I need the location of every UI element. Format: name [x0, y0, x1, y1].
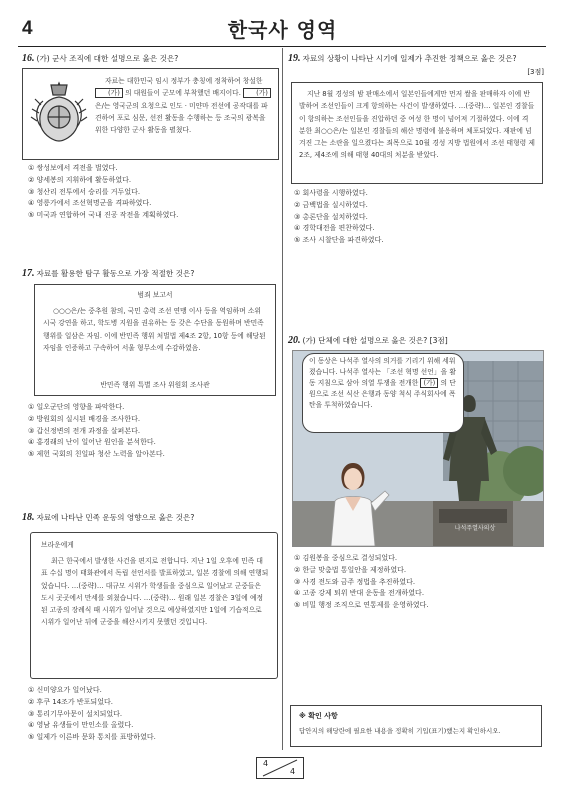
q19-option-3[interactable]: ③ 총론단을 설치하였다. — [294, 212, 368, 221]
q18-option-5[interactable]: ⑤ 일제가 이른바 문화 통치를 표방하였다. — [28, 733, 156, 742]
q16-question-text: (가) 군사 조직에 대한 설명으로 옳은 것은? — [36, 54, 179, 63]
q19-question — [288, 53, 546, 64]
q16-passage: 자료는 대한민국 임시 정부가 충칭에 정착하여 창설한 (가) 의 대원들이 군모에 부착했던 배지이다. (가)은/는 영국군의 요청으로 인도 · 미얀마 전선에 공작대를 파견하여 포로 심문, 선전 활동을 수행하는 등 조국의 광복을 위한 다양한 군사 활동을 펼쳤다. — [95, 75, 271, 136]
q18-passage: 최근 한국에서 발생한 사건을 편지로 전합니다. 지난 1일 오후에 민족 대표 수십 명이 태화관에서 독립 선언서를 발표하였고, 일본 경찰에 의해 연행되었습니다. …(중략)… 대규모 시위가 학생들을 중심으로 일어났고 군중들은 도시 곳곳에서 만세를 외쳤습니다. …(중략)… 원래 일본 경찰은 3일에 예정된 고종의 장례식 때 시위가 일어날 것으로 예상하였지만 1일에 기습적으로 시위가 일어난 뒤에 군중을 해산시키지 못했던 것입니다. — [41, 557, 269, 627]
q17-passage: ○○○은/는 중추원 참의, 국민 총력 조선 연맹 이사 등을 역임하며 소위 시국 강연을 하고, 학도병 지원을 권유하는 등 갖은 수단을 동원하며 반민족 행위를 일삼은 자임. 이에 반민족 행위 처벌법 제4조 2항, 10항 등에 해당된 자임을 인증하고 구속하여 서울 형무소에 수감하였음. — [43, 307, 266, 352]
q20-option-4[interactable]: ④ 고종 강제 퇴위 반대 운동을 전개하였다. — [294, 589, 425, 598]
q18-option-3[interactable]: ③ 통리기무아문이 설치되었다. — [28, 709, 123, 718]
q20-question-text: (가) 단체에 대한 설명으로 옳은 것은? [3점] — [302, 336, 448, 345]
q20-option-2[interactable]: ② 한글 맞춤법 통일안을 제정하였다. — [294, 565, 407, 574]
q16-blank-1: (가) — [95, 88, 123, 98]
page-title: 한국사 영역 — [227, 18, 338, 42]
q19-passage-box — [291, 82, 543, 184]
q19-passage: 지난 8월 경성의 밤 판매소에서 일본인들에게만 먼저 쌀을 판매하자 이에 반발하여 조선인들이 크게 항의하는 사건이 발생하였다. …(중략)… 일본인 경찰들이 항의하는 조선인들을 진압하던 중 여성 한 명이 넘어져 기절하였다. 이에 격분한 최○○은/는 일본인 경찰들의 해산 명령에 불응하며 체포되었다. 재판에 넘겨진 그는 소란을 일으켰다는 죄목으로 10월 경성 지방 법원에서 조선 태형령 제2조, 제4조에 의해 태형 40대의 처분을 받았다. — [299, 90, 535, 160]
q17-option-1[interactable]: ① 일오군단의 영향을 파악한다. — [28, 403, 125, 411]
q18-number: 18. — [22, 512, 35, 523]
q20-speech-bubble — [302, 353, 464, 433]
q20-option-5[interactable]: ⑤ 비밀 행정 조직으로 연통제를 운영하였다. — [294, 601, 429, 610]
q18-letter-box — [30, 532, 278, 679]
q17-option-2[interactable]: ② 방원회의 실시된 배경을 조사한다. — [28, 414, 141, 423]
q17-box-title: 범죄 보고서 — [137, 291, 173, 299]
q20-options — [294, 553, 544, 612]
q16-option-5[interactable]: ⑤ 미국과 연합하여 국내 진공 작전을 계획하였다. — [28, 211, 179, 220]
q19-option-1[interactable]: ① 회사령을 시행하였다. — [294, 189, 368, 197]
q18-option-1[interactable]: ① 신미양요가 일어났다. — [28, 686, 102, 694]
q17-option-4[interactable]: ④ 홍경래의 난이 일어난 원인을 분석한다. — [28, 438, 156, 447]
q16-option-2[interactable]: ② 양세봉의 지휘하에 활동하였다. — [28, 175, 132, 184]
q18-salutation: 브라운에게 — [41, 541, 74, 549]
q17-signature: 반민족 행위 특별 조사 위원회 조사관 — [100, 381, 210, 389]
header-rule — [18, 46, 546, 47]
q18-question-text: 자료에 나타난 민족 운동의 영향으로 옳은 것은? — [36, 513, 195, 522]
page-current: 4 — [263, 759, 269, 768]
q18-options — [28, 685, 278, 744]
q16-question — [22, 53, 280, 64]
q18-option-2[interactable]: ② 후쿠 14조가 반포되었다. — [28, 697, 113, 706]
q19-question-text: 자료의 상황이 나타난 시기에 일제가 추진한 정책으로 옳은 것은? — [302, 54, 517, 63]
q19-options — [294, 188, 544, 247]
q17-question-text: 자료를 활용한 탐구 활동으로 가장 적절한 것은? — [36, 269, 195, 278]
page-number: 4 — [22, 18, 33, 39]
q19-number: 19. — [288, 53, 301, 64]
q19-option-5[interactable]: ⑤ 조사 시찰단을 파견하였다. — [294, 236, 384, 245]
q16-passage-box — [22, 68, 279, 160]
q20-bubble-text: 이 동상은 나석주 열사의 의거를 기리기 위해 세워졌습니다. 나석주 열사는 「조선 혁명 선언」을 활동 지침으로 삼아 의열 투쟁을 전개한 (가) 의 단원으로 조선 식산 은행과 동양 척식 주식회사에 폭탄을 투척하였습니다. — [309, 357, 456, 409]
q16-number: 16. — [22, 53, 35, 64]
q18-question — [22, 512, 280, 523]
notice-body: 답안지의 해당란에 필요한 내용을 정확히 기입(표기)했는지 확인하시오. — [299, 727, 501, 735]
notice-title: ※ 확인 사항 — [299, 712, 338, 720]
q16-blank-2: (가) — [243, 88, 271, 98]
column-divider — [282, 48, 283, 750]
q16-option-1[interactable]: ① 쌍성보에서 격전을 벌였다. — [28, 164, 118, 172]
q17-option-3[interactable]: ③ 갑신정변의 전개 과정을 살펴본다. — [28, 426, 141, 435]
page-total: 4 — [290, 767, 296, 776]
q20-option-1[interactable]: ① 김원봉을 중심으로 결성되었다. — [294, 554, 398, 562]
military-badge-icon — [29, 77, 89, 147]
statue-plate: 나석주열사의상 — [454, 525, 496, 532]
q19-points: [3점] — [527, 68, 544, 76]
page-indicator — [256, 757, 304, 779]
q17-passage-box — [34, 284, 276, 396]
q20-question — [288, 335, 546, 346]
q19-option-2[interactable]: ② 금백법을 실시하였다. — [294, 200, 368, 209]
q20-option-3[interactable]: ③ 사경 전도와 금주 정법을 추진하였다. — [294, 577, 416, 586]
q16-options — [28, 163, 278, 222]
q20-blank: (가) — [420, 378, 438, 388]
q20-number: 20. — [288, 335, 301, 346]
q18-option-4[interactable]: ④ 영남 유생들이 만인소를 올렸다. — [28, 721, 134, 730]
q16-option-4[interactable]: ④ 영릉가에서 조선혁명군을 격파하였다. — [28, 199, 152, 208]
q17-option-5[interactable]: ⑤ 제헌 국회의 친일파 청산 노력을 알아본다. — [28, 450, 165, 459]
q16-option-3[interactable]: ③ 청산리 전투에서 승리를 거두었다. — [28, 187, 141, 196]
q17-options — [28, 402, 278, 461]
notice-box — [290, 705, 542, 747]
q17-number: 17. — [22, 268, 35, 279]
q19-option-4[interactable]: ④ 경학대전을 편찬하였다. — [294, 224, 375, 233]
q17-question — [22, 268, 280, 279]
